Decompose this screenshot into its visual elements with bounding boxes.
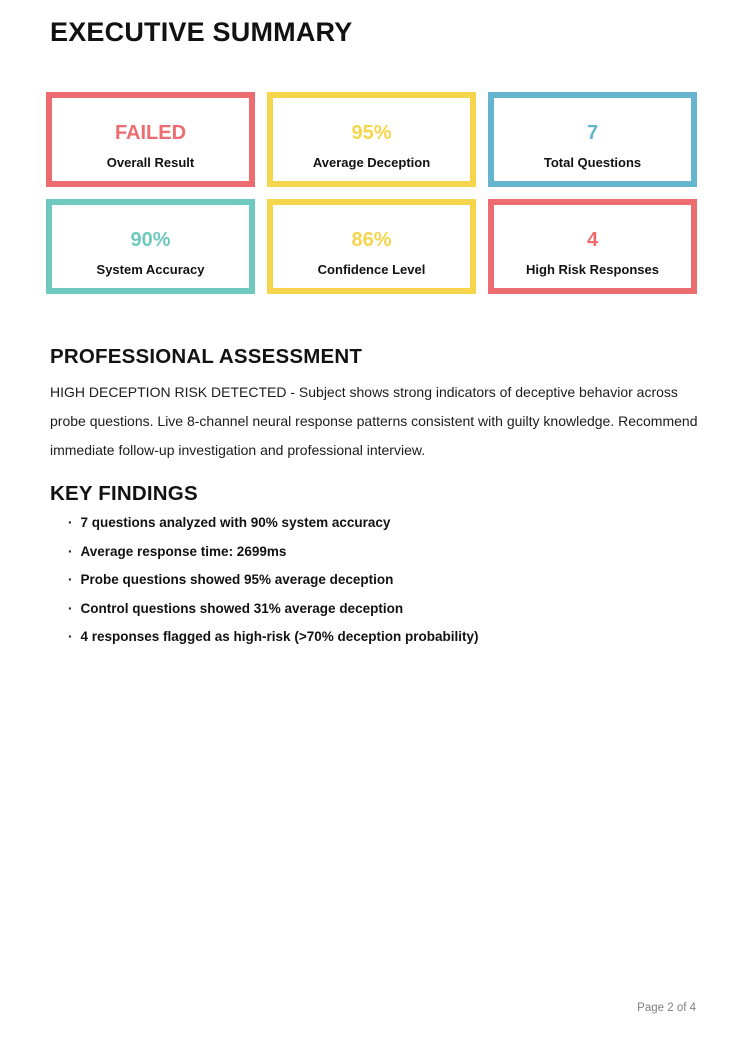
finding-text: Average response time: 2699ms xyxy=(80,543,287,559)
assessment-paragraph xyxy=(50,378,720,465)
stat-value: FAILED xyxy=(114,121,187,144)
assessment-text-line: immediate follow-up investigation and professional interview. xyxy=(50,442,426,458)
bullet-marker: · xyxy=(68,515,73,530)
stat-value: 7 xyxy=(586,121,599,144)
finding-text: Probe questions showed 95% average deception xyxy=(80,572,394,587)
stats-grid xyxy=(46,92,697,294)
section-heading-key-findings: KEY FINDINGS xyxy=(50,482,198,505)
stat-label: Confidence Level xyxy=(317,261,426,277)
stat-label: High Risk Responses xyxy=(526,261,659,277)
stat-value: 95% xyxy=(351,121,392,144)
bullet-marker: · xyxy=(68,572,73,587)
stat-value: 4 xyxy=(586,228,599,251)
stat-label: System Accuracy xyxy=(96,261,205,277)
assessment-text-line: HIGH DECEPTION RISK DETECTED - Subject shows strong indicators of deceptive behavior across xyxy=(50,384,678,400)
stat-card-system-accuracy xyxy=(46,199,255,294)
finding-item xyxy=(68,630,688,644)
finding-item xyxy=(68,573,688,587)
stat-label: Total Questions xyxy=(543,154,642,170)
finding-text: 4 responses flagged as high-risk (>70% deception probability) xyxy=(80,629,479,644)
findings-list xyxy=(68,516,688,659)
stat-card-confidence-level xyxy=(267,199,476,294)
stat-card-high-risk-responses xyxy=(488,199,697,294)
finding-text: Control questions showed 31% average deception xyxy=(80,600,404,616)
stat-label: Average Deception xyxy=(312,154,431,170)
page-title: EXECUTIVE SUMMARY xyxy=(50,17,353,47)
stat-value: 90% xyxy=(130,228,171,251)
bullet-marker: · xyxy=(68,543,73,559)
bullet-marker: · xyxy=(68,600,73,616)
stat-value: 86% xyxy=(351,228,392,251)
section-heading-professional-assessment: PROFESSIONAL ASSESSMENT xyxy=(50,345,363,368)
finding-text: 7 questions analyzed with 90% system accuracy xyxy=(80,515,391,530)
stat-card-overall-result xyxy=(46,92,255,187)
stat-label: Overall Result xyxy=(106,154,195,170)
finding-item xyxy=(68,602,688,616)
assessment-text-line: probe questions. Live 8-channel neural response patterns consistent with guilty knowledge. Recommend xyxy=(50,413,698,429)
finding-item xyxy=(68,545,688,559)
page-footer: Page 2 of 4 xyxy=(637,1002,696,1014)
bullet-marker: · xyxy=(68,629,73,644)
stat-card-average-deception xyxy=(267,92,476,187)
finding-item xyxy=(68,516,688,530)
stat-card-total-questions xyxy=(488,92,697,187)
